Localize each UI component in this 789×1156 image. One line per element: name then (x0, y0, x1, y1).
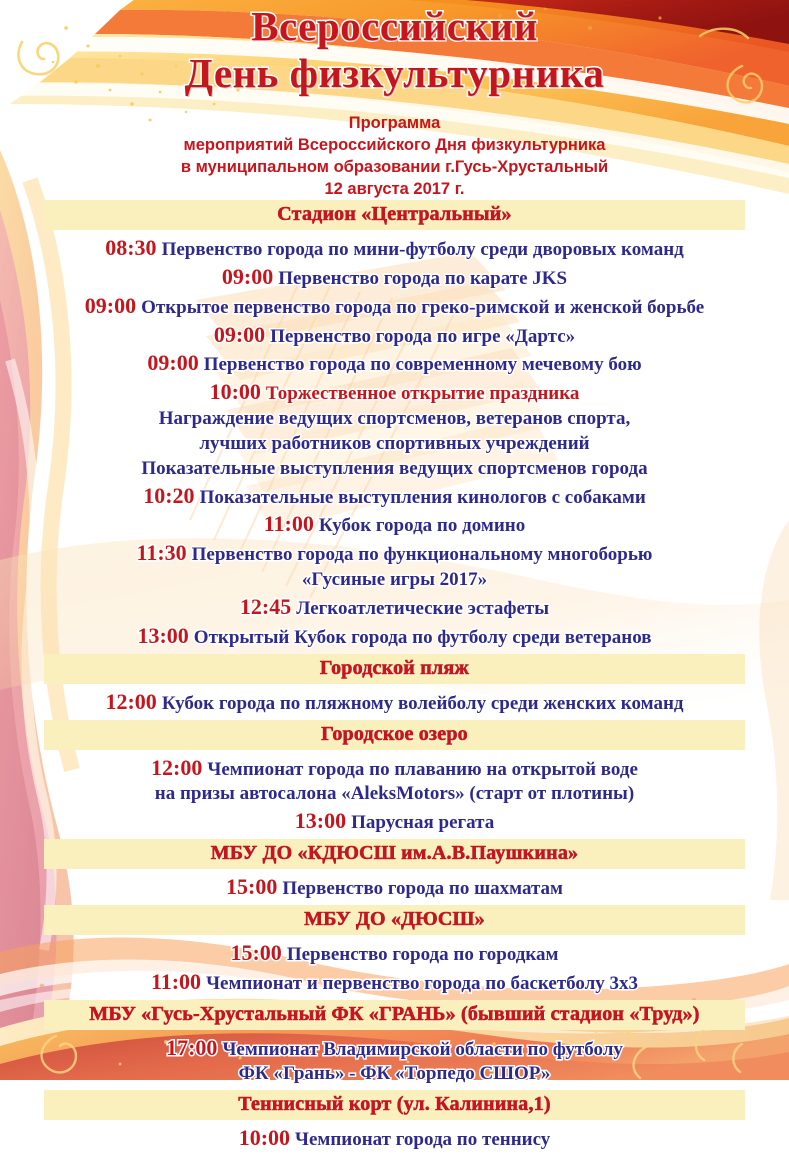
event-row (0, 235, 789, 261)
event-row (0, 540, 789, 566)
event-list (0, 1030, 789, 1091)
event-row (0, 433, 789, 455)
event-title: Легкоатлетические эстафеты (296, 597, 550, 619)
event-title: Чемпионат и первенство города по баскетболу 3х3 (206, 972, 639, 994)
event-title: на призы автосалона «AleksMotors» (старт от плотины) (154, 783, 635, 805)
venue-header (44, 839, 745, 869)
event-row (0, 1035, 789, 1061)
event-list (0, 750, 789, 840)
event-title: Первенство города по современному мечевому бою (203, 354, 642, 376)
event-time: 09:00 (147, 350, 199, 376)
venue-header (44, 905, 745, 935)
event-title: «Гусиные игры 2017» (301, 569, 488, 591)
event-row (0, 350, 789, 376)
event-time: 17:00 (166, 1034, 218, 1060)
event-time: 10:20 (143, 482, 195, 508)
poster-title (0, 3, 789, 96)
event-title: Первенство города по мини-футболу среди дворовых команд (161, 239, 684, 260)
venue-header (44, 200, 745, 230)
event-row (0, 808, 789, 834)
event-time: 10:00 (209, 379, 261, 405)
event-title: Кубок города по пляжному волейболу среди женских команд (161, 692, 684, 714)
event-title: ФК «Грань» - ФК «Торпедо СШОР» (238, 1063, 551, 1085)
event-time: 09:00 (221, 263, 274, 289)
venue-name: МБУ ДО «КДЮСШ им.А.В.Паушкина» (210, 842, 579, 865)
event-time: 11:30 (136, 540, 187, 566)
event-list (0, 935, 789, 1000)
event-time: 15:00 (226, 874, 278, 900)
event-time: 12:45 (239, 593, 292, 619)
subtitle-line-3: в муниципальном образовании г.Гусь-Хрустальный (180, 157, 609, 176)
event-time: 13:00 (294, 808, 347, 834)
event-title: Показательные выступления ведущих спортсменов города (141, 457, 648, 479)
event-title: Парусная регата (351, 812, 495, 834)
event-time: 08:30 (105, 235, 157, 260)
venue-name: Городской пляж (319, 656, 470, 679)
event-row (0, 264, 789, 290)
event-title: Открытое первенство города по греко-римской и женской борьбе (141, 296, 705, 318)
venue-header (44, 654, 745, 684)
event-title: Награждение ведущих спортсменов, ветеранов спорта, (158, 408, 631, 430)
event-title: Торжественное открытие праздника (265, 383, 580, 405)
event-row (0, 689, 789, 715)
venue-header (44, 1090, 745, 1120)
event-time: 12:00 (105, 688, 157, 714)
event-time: 13:00 (137, 622, 189, 648)
event-time: 11:00 (150, 968, 202, 994)
event-title: Первенство города по функциональному многоборью (191, 544, 653, 566)
event-row (0, 511, 789, 537)
event-row (0, 940, 789, 966)
venue-name: Теннисный корт (ул. Калинина,1) (238, 1093, 551, 1116)
venue-name: Стадион «Центральный» (277, 203, 512, 225)
event-row (0, 594, 789, 620)
event-row (0, 783, 789, 805)
event-time: 10:00 (238, 1125, 291, 1151)
event-title: Первенство города по шахматам (282, 878, 563, 900)
event-title: Открытый Кубок города по футболу среди ветеранов (193, 626, 652, 648)
event-title: лучших работников спортивных учреждений (199, 432, 590, 454)
subtitle-line-4: 12 августа 2017 г. (324, 179, 465, 198)
venue-header (44, 1000, 745, 1030)
event-row (0, 458, 789, 480)
event-title: Чемпионат города по теннису (295, 1129, 551, 1151)
event-row (0, 322, 789, 348)
event-title: Первенство города по карате JKS (278, 267, 568, 289)
event-time: 11:00 (263, 511, 314, 537)
event-time: 09:00 (213, 321, 266, 347)
event-title: Первенство города по игре «Дартс» (270, 325, 576, 347)
venue-name: Городское озеро (321, 722, 468, 745)
event-list (0, 1120, 789, 1156)
event-title: Чемпионат Владимирской области по футболу (222, 1038, 623, 1060)
venue-name: МБУ ДО «ДЮСШ» (304, 907, 485, 930)
event-list (0, 869, 789, 905)
event-title: Показательные выступления кинологов с собаками (199, 486, 646, 508)
event-row (0, 483, 789, 509)
poster-subtitle (0, 113, 789, 201)
event-row (0, 623, 789, 649)
event-title: Чемпионат города по плаванию на открытой воде (207, 758, 638, 780)
event-list (0, 230, 789, 654)
event-row (0, 1125, 789, 1151)
event-row (0, 569, 789, 591)
event-row (0, 293, 789, 319)
event-row (0, 969, 789, 995)
event-time: 12:00 (151, 754, 203, 780)
venue-name: МБУ «Гусь-Хрустальный ФК «ГРАНЬ» (бывший стадион «Труд») (89, 1002, 700, 1025)
title-line-1: Всероссийский (251, 3, 538, 49)
event-time: 15:00 (230, 939, 282, 965)
event-row (0, 408, 789, 430)
title-line-2: День физкультурника (184, 50, 605, 96)
event-row (0, 379, 789, 405)
event-row (0, 874, 789, 900)
subtitle-line-1: Программа (348, 114, 441, 132)
subtitle-line-2: мероприятий Всероссийского Дня физкультурника (183, 135, 606, 154)
event-row (0, 1063, 789, 1085)
event-title: Первенство города по городкам (286, 943, 559, 965)
event-row (0, 755, 789, 781)
event-list (0, 684, 789, 720)
event-time: 09:00 (84, 292, 137, 318)
program-schedule (0, 200, 789, 1156)
event-title: Кубок города по домино (318, 515, 526, 537)
venue-header (44, 720, 745, 750)
